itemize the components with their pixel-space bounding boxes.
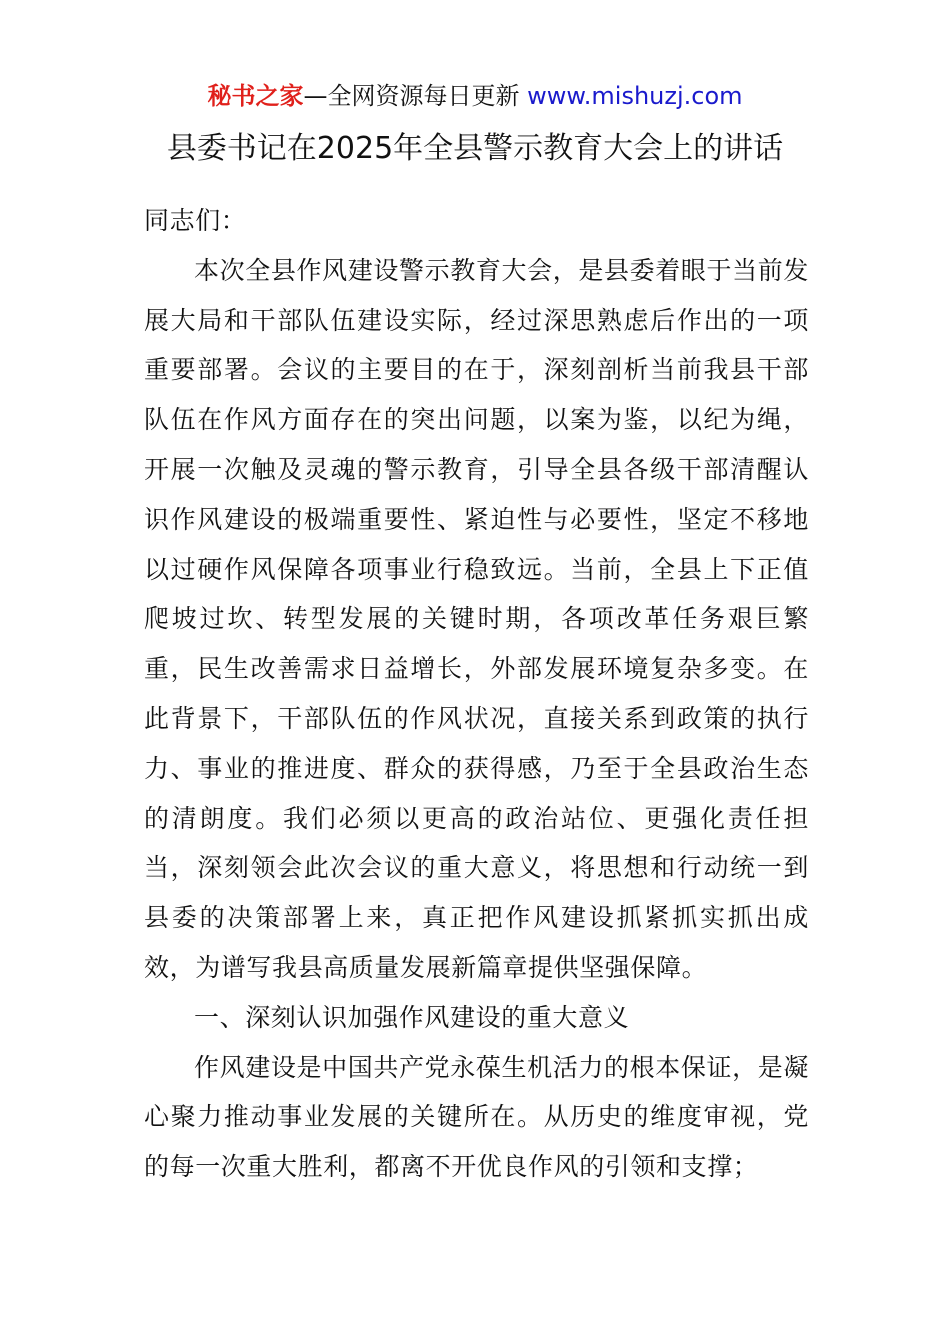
document-body <box>144 196 809 1192</box>
site-banner <box>0 80 950 112</box>
paragraph-section-one: 作风建设是中国共产党永葆生机活力的根本保证，是凝心聚力推动事业发展的关键所在。从历史的维度审视，党的每一次重大胜利，都离不开优良作风的引领和支撑； <box>144 1052 809 1182</box>
salutation: 同志们： <box>144 206 247 235</box>
document-title: 县委书记在2025年全县警示教育大会上的讲话 <box>166 131 784 166</box>
site-url-link[interactable]: www.mishuzj.com <box>527 82 743 110</box>
banner-tagline: —全网资源每日更新 <box>303 82 528 110</box>
brand-name: 秘书之家 <box>207 82 304 110</box>
paragraph-intro: 本次全县作风建设警示教育大会，是县委着眼于当前发展大局和干部队伍建设实际，经过深思熟虑后作出的一项重要部署。会议的主要目的在于，深刻剖析当前我县干部队伍在作风方面存在的突出问题，以案为鉴，以纪为绳，开展一次触及灵魂的警示教育，引导全县各级干部清醒认识作风建设的极端重要性、紧迫性与必要性，坚定不移地以过硬作风保障各项事业行稳致远。当前，全县上下正值爬坡过坎、转型发展的关键时期，各项改革任务艰巨繁重，民生改善需求日益增长，外部发展环境复杂多变。在此背景下，干部队伍的作风状况，直接关系到政策的执行力、事业的推进度、群众的获得感，乃至于全县政治生态的清朗度。我们必须以更高的政治站位、更强化责任担当，深刻领会此次会议的重大意义，将思想和行动统一到县委的决策部署上来，真正把作风建设抓紧抓实抓出成效，为谱写我县高质量发展新篇章提供坚强保障。 <box>144 255 809 982</box>
section-heading: 一、深刻认识加强作风建设的重大意义 <box>194 1002 630 1032</box>
